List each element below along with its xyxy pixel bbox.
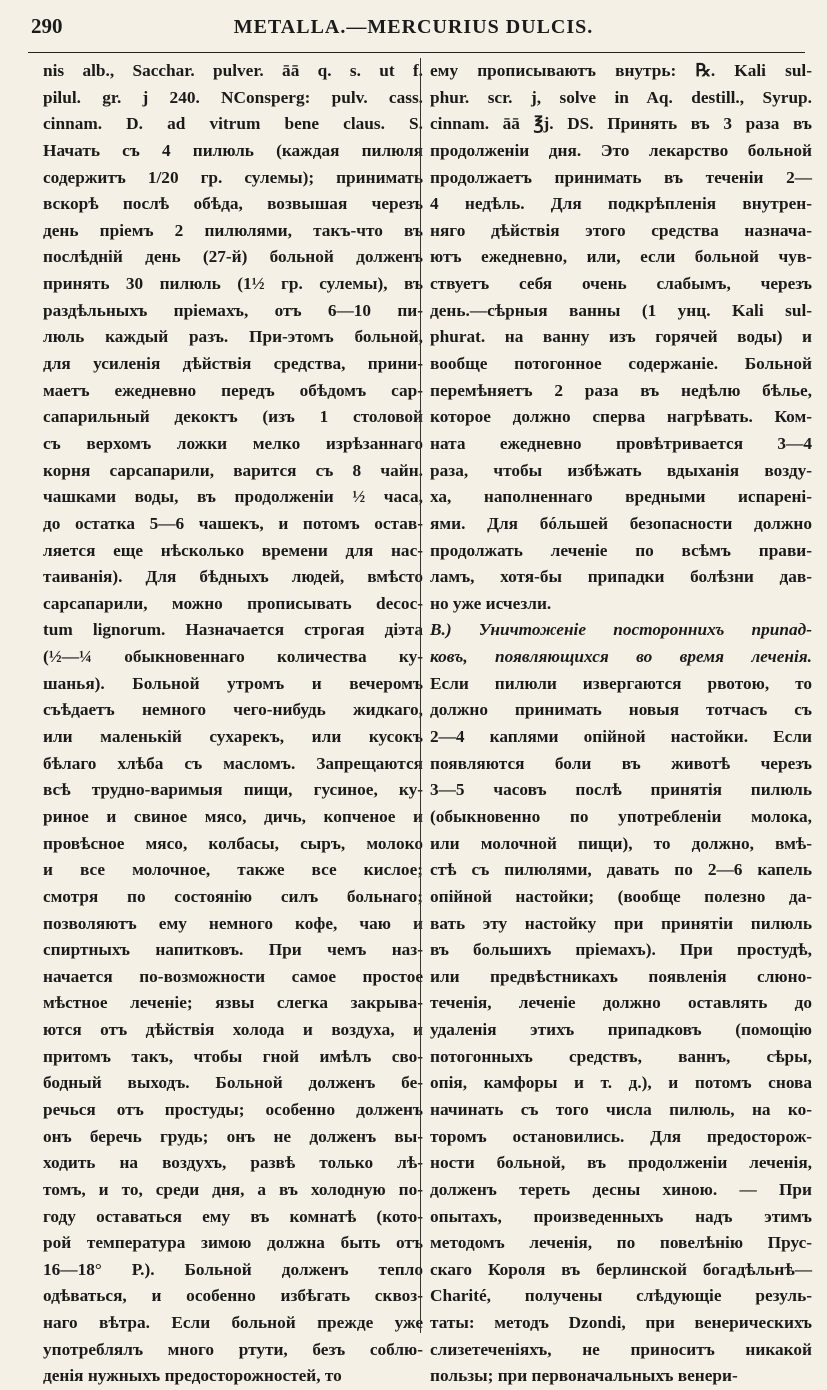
- text-line: ламъ, хотя-бы припадки болѣзни дав-: [430, 567, 812, 587]
- text-line: речься отъ простуды; особенно долженъ: [43, 1099, 423, 1119]
- text-line: мѣстное леченіе; язвы слегка закрыва-: [43, 993, 423, 1013]
- text-line: позволяютъ ему немного кофе, чаю и: [43, 913, 423, 933]
- text-line: вообще потогонное содержаніе. Больной: [430, 354, 812, 374]
- text-line: таты: методъ Dzondi, при венерическихъ: [430, 1313, 812, 1333]
- text-line: корня сарсапарили, варится съ 8 чайн.: [43, 460, 423, 480]
- text-line: употреблялъ много ртути, безъ соблю-: [43, 1339, 423, 1359]
- text-line: nis alb., Sacchar. pulver. āā q. s. ut f.: [43, 61, 423, 80]
- text-line: (обыкновенно по употребленіи молока,: [430, 806, 812, 826]
- text-line: слизетеченіяхъ, не приноситъ никакой: [430, 1339, 812, 1359]
- text-line: 16—18° Р.). Больной долженъ тепло: [43, 1259, 423, 1279]
- text-line: ютъ ежедневно, или, если больной чув-: [430, 247, 812, 267]
- text-line: опія, камфоры и т. д.), и потомъ снова: [430, 1073, 812, 1093]
- text-line: бѣлаго хлѣба съ масломъ. Запрещаются: [43, 753, 423, 773]
- page-header: [0, 12, 827, 46]
- text-line: рой температура зимою должна быть отъ: [43, 1233, 423, 1253]
- text-line: методомъ леченія, по повелѣнію Прус-: [430, 1233, 812, 1253]
- text-line: но уже исчезли.: [430, 593, 552, 613]
- text-line: опійной настойки; (вообще полезно да-: [430, 886, 812, 906]
- text-line: провѣсное мясо, колбасы, сыръ, молоко: [43, 833, 423, 853]
- text-line: чашками воды, въ продолженіи ½ часа,: [43, 487, 423, 507]
- text-line: ствуетъ себя очень слабымъ, черезъ: [430, 274, 812, 294]
- text-line: наго вѣтра. Если больной прежде уже: [43, 1313, 423, 1333]
- text-line: стѣ съ пилюлями, давать по 2—6 капель: [430, 860, 812, 880]
- text-line: и все молочное, также все кислое;: [43, 860, 423, 880]
- text-line: люль каждый разъ. При-этомъ больной,: [43, 327, 423, 347]
- text-line: 4 недѣль. Для подкрѣпленія внутрен-: [430, 194, 812, 214]
- text-line: одѣваться, и особенно избѣгать сквоз-: [43, 1286, 423, 1306]
- text-line: cinnam. D. ad vitrum bene claus. S.: [43, 114, 423, 134]
- text-line: (½—¼ обыкновеннаго количества ку-: [43, 647, 423, 667]
- text-line: до остатка 5—6 чашекъ, и потомъ остав-: [43, 513, 423, 533]
- text-line: въ большихъ пріемахъ). При простудѣ,: [430, 940, 812, 960]
- text-line: сапарильный декоктъ (изъ 1 столовой: [43, 407, 423, 427]
- text-line: раздѣльныхъ пріемахъ, отъ 6—10 пи-: [43, 300, 423, 320]
- text-line: смотря по состоянію силъ больнаго;: [43, 886, 423, 906]
- text-line: начинать съ того числа пилюль, на ко-: [430, 1099, 812, 1119]
- text-line: день пріемъ 2 пилюлями, такъ-что въ: [43, 220, 423, 240]
- text-line: пользы; при первоначальныхъ венери-: [430, 1366, 738, 1386]
- text-line: 2—4 каплями опійной настойки. Если: [430, 727, 812, 747]
- text-line: продолжаетъ принимать въ теченіи 2—: [430, 167, 812, 187]
- text-line: продолженіи дня. Это лекарство больной: [430, 140, 812, 160]
- text-line: сарсапарили, можно прописывать decoc-: [43, 593, 423, 613]
- text-line: перемѣняетъ 2 раза въ недѣлю бѣлье,: [430, 380, 812, 400]
- text-line: появляются боли въ животѣ черезъ: [430, 753, 812, 773]
- text-line: раза, чтобы избѣжать вдыханія возду-: [430, 460, 812, 480]
- text-line: томъ, и то, среди дня, а въ холодную по-: [43, 1179, 423, 1199]
- text-line: таиванія). Для бѣдныхъ людей, вмѣсто: [43, 567, 423, 587]
- text-line: Charité, получены слѣдующіе резуль-: [430, 1286, 812, 1306]
- text-line: ляется еще нѣсколько времени для нас-: [43, 540, 423, 560]
- text-line: вать эту настойку при принятіи пилюль: [430, 913, 812, 933]
- text-line: Если пилюли извергаются рвотою, то: [430, 673, 812, 693]
- text-line: ности больной, въ продолженіи леченія,: [430, 1153, 812, 1173]
- header-rule: [28, 52, 805, 53]
- column-divider: [420, 58, 421, 1333]
- text-line: риное и свиное мясо, дичь, копченое и: [43, 806, 423, 826]
- text-line: няго дѣйствія этого средства назнача-: [430, 220, 812, 240]
- text-line: потогонныхъ средствъ, ваннъ, сѣры,: [430, 1046, 812, 1066]
- text-line: торомъ остановились. Для предосторож-: [430, 1126, 812, 1146]
- text-line: cinnam. āā ℥j. DS. Принять въ 3 раза въ: [430, 114, 812, 134]
- text-line: бодный выходъ. Больной долженъ бе-: [43, 1073, 423, 1093]
- text-line: ются отъ дѣйствія холода и воздуха, и: [43, 1020, 423, 1040]
- text-line: ходить на воздухъ, развѣ только лѣ-: [43, 1153, 423, 1173]
- text-line: ями. Для бóльшей безопасности должно: [430, 513, 812, 533]
- text-line: или маленькій сухарекъ, или кусокъ: [43, 727, 423, 747]
- text-line: продолжать леченіе по всѣмъ прави-: [430, 540, 812, 560]
- text-line: притомъ такъ, чтобы гной имѣлъ сво-: [43, 1046, 423, 1066]
- text-line: послѣдній день (27-й) больной долженъ: [43, 247, 423, 267]
- text-line: вскорѣ послѣ обѣда, возвышая черезъ: [43, 194, 423, 214]
- left-text-column: [43, 58, 423, 1386]
- text-line: маетъ ежедневно передъ обѣдомъ сар-: [43, 380, 423, 400]
- text-line: ковъ, появляющихся во время леченія.: [430, 647, 812, 667]
- text-line: должно принимать новыя тотчасъ съ: [430, 700, 812, 720]
- page-number: 290: [31, 14, 63, 38]
- text-line: содержитъ 1/20 гр. сулемы); принимать: [43, 167, 423, 187]
- text-line: спиртныхъ напитковъ. При чемъ наз-: [43, 940, 423, 960]
- text-line: удаленія этихъ припадковъ (помощію: [430, 1020, 812, 1040]
- text-line: теченія, леченіе должно оставлять до: [430, 993, 812, 1013]
- text-line: или предвѣстникахъ появленія слюно-: [430, 966, 812, 986]
- text-line: день.—сѣрныя ванны (1 унц. Kali sul-: [430, 300, 812, 320]
- text-line: опытахъ, произведенныхъ надъ этимъ: [430, 1206, 812, 1226]
- right-text-column: [430, 58, 812, 1386]
- text-line: B.) Уничтоженіе постороннихъ припад-: [430, 620, 812, 640]
- text-line: или молочной пищи), то должно, вмѣ-: [430, 833, 812, 853]
- text-line: 3—5 часовъ послѣ принятія пилюль: [430, 780, 812, 800]
- text-line: денія нужныхъ предосторожностей, то: [43, 1366, 342, 1386]
- text-line: долженъ тереть десны хиною. — При: [430, 1179, 812, 1199]
- text-line: принять 30 пилюль (1½ гр. сулемы), въ: [43, 274, 423, 294]
- text-line: съ верхомъ ложки мелко изрѣзаннаго: [43, 433, 423, 453]
- text-line: онъ беречь грудь; онъ не долженъ вы-: [43, 1126, 423, 1146]
- text-line: Начать съ 4 пилюль (каждая пилюля: [43, 140, 423, 160]
- text-line: tum lignorum. Назначается строгая діэта: [43, 620, 423, 640]
- text-line: которое должно сперва нагрѣвать. Ком-: [430, 407, 812, 427]
- text-line: ната ежедневно провѣтривается 3—4: [430, 433, 812, 453]
- text-line: pilul. gr. j 240. NConsperg: pulv. cass.: [43, 87, 423, 107]
- text-line: для усиленія дѣйствія средства, прини-: [43, 354, 423, 374]
- text-line: ха, наполненнаго вредными испаренi-: [430, 487, 812, 507]
- text-line: начается по-возможности самое простое: [43, 966, 423, 986]
- text-line: ему прописываютъ внутрь: ℞. Kali sul-: [430, 61, 812, 80]
- text-line: скаго Короля въ берлинской богадѣльнѣ—: [430, 1259, 812, 1279]
- running-head: METALLA.—MERCURIUS DULCIS.: [233, 16, 594, 38]
- text-line: съѣдаетъ немного чего-нибудь жидкаго,: [43, 700, 423, 720]
- text-line: году оставаться ему въ комнатѣ (кото-: [43, 1206, 423, 1226]
- text-line: phur. scr. j, solve in Aq. destill., Syrup.: [430, 87, 812, 107]
- text-line: шанья). Больной утромъ и вечеромъ: [43, 673, 423, 693]
- text-line: всѣ трудно-варимыя пищи, гусиное, ку-: [43, 780, 423, 800]
- text-line: phurat. на ванну изъ горячей воды) и: [430, 327, 812, 347]
